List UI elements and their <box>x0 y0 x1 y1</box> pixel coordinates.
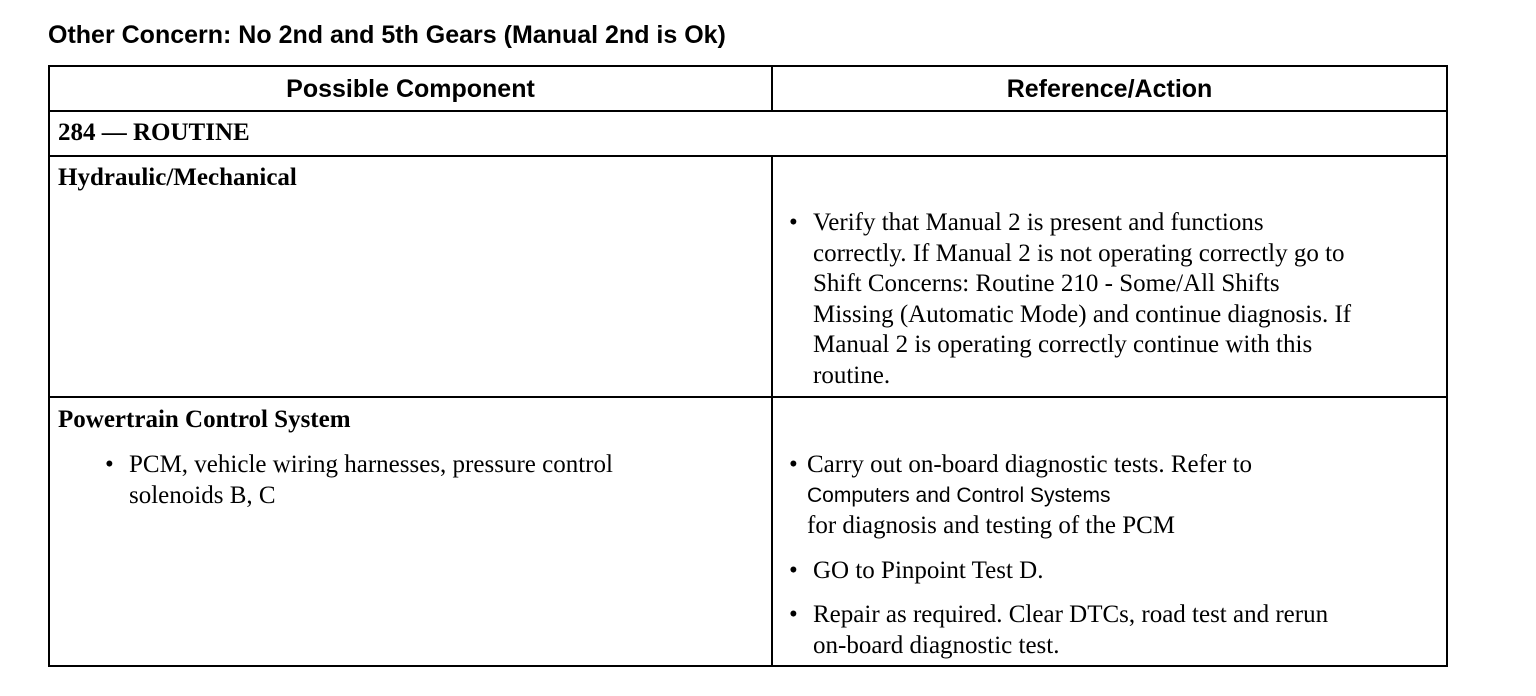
bullet-icon: • <box>105 451 114 478</box>
action-text: Carry out on-board diagnostic tests. Refer to <box>807 451 1253 478</box>
header-reference-action: Reference/Action <box>1006 75 1213 103</box>
component-text: PCM, vehicle wiring harnesses, pressure control solenoids B, C <box>129 451 613 509</box>
row-divider <box>50 396 1446 398</box>
bullet-icon: • <box>789 209 798 236</box>
bullet-icon: • <box>789 601 798 628</box>
page-title: Other Concern: No 2nd and 5th Gears (Manual 2nd is Ok) <box>48 21 726 49</box>
reference-link[interactable]: Computers and Control Systems <box>807 484 1111 507</box>
bullet-icon: • <box>789 451 798 478</box>
component-heading-hydraulic: Hydraulic/Mechanical <box>58 164 297 191</box>
action-text: for diagnosis and testing of the PCM <box>807 512 1176 539</box>
bullet-icon: • <box>789 557 798 584</box>
diagnostic-table <box>48 65 1448 667</box>
action-text: Repair as required. Clear DTCs, road test and rerun on-board diagnostic test. <box>813 601 1329 659</box>
routine-divider <box>50 155 1446 157</box>
header-possible-component: Possible Component <box>286 75 535 103</box>
routine-label: 284 — ROUTINE <box>58 119 250 146</box>
action-text: Verify that Manual 2 is present and functions correctly. If Manual 2 is not operating correctly go to Shift Concerns: Routine 210 - Some/All Shifts Missing (Automatic Mode) and continue diagnosis. If Manual 2 is operating correctly continue with this routine. <box>813 209 1352 389</box>
action-text: GO to Pinpoint Test D. <box>813 557 1044 584</box>
component-heading-powertrain: Powertrain Control System <box>58 406 351 433</box>
column-divider <box>771 155 773 665</box>
